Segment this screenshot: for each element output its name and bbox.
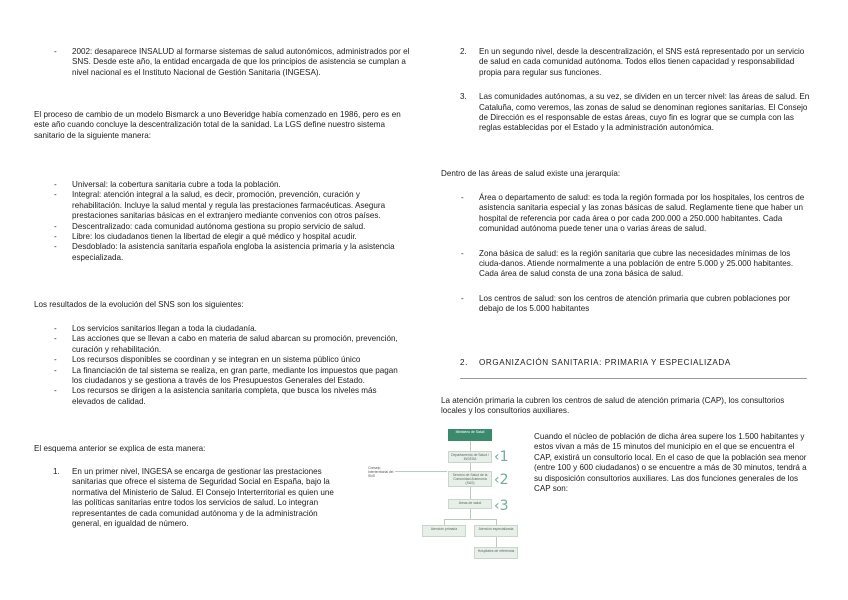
diagram-connector <box>470 463 471 471</box>
level-2-text: En un segundo nivel, desde la descentralización, el SNS está representado por un servicio de salud en cada comunidad autónoma. Todos ellos tienen capacidad y responsabilidad propia para regular sus funciones. <box>479 47 805 77</box>
level-list-left <box>34 467 342 542</box>
diagram-box-level1: Departamento de Salud / INGESA <box>448 451 492 463</box>
results-list <box>34 324 410 407</box>
result-item: - Los servicios sanitarios llegan a toda la ciudadanía. <box>34 324 410 334</box>
paragraph-primary-care: La atención primaria la cubren los centros de salud de atención primaria (CAP), los consultorios locales y los consultorios auxiliares. <box>441 396 785 416</box>
diagram-box-ministry: Ministerio de Salud <box>448 429 492 441</box>
level-marker-2: ‹2 <box>494 472 509 488</box>
lgs-list <box>34 180 410 263</box>
lgs-item-descentralizado: - Descentralizado: cada comunidad autónoma gestiona su propio servicio de salud. <box>34 222 410 232</box>
hierarchy-item-centros: - Los centros de salud: son los centros de atención primaria que cubren poblaciones por debajo de los 5.000 habitantes <box>441 294 813 315</box>
paragraph-scheme: El esquema anterior se explica de esta manera: <box>34 444 206 453</box>
level-1-number: 1. <box>53 467 60 476</box>
lgs-item-universal: - Universal: la cobertura sanitaria cubre a toda la población. <box>34 180 410 190</box>
diagram-box-hospitals: Hospitales de referencia <box>474 547 518 559</box>
paragraph-hierarchy: Dentro de las áreas de salud existe una jerarquía: <box>441 169 621 178</box>
lgs-item-libre: - Libre: los ciudadanos tienen la libertad de elegir a qué médico y hospital acudir. <box>34 232 410 242</box>
level-marker-3: ‹3 <box>494 498 509 514</box>
paragraph-cap: Cuando el núcleo de población de dicha área supere los 1.500 habitantes y estos vivan a más de 15 minutos del municipio en el que se encuentra el CAP, existirá un consultorio local. En el caso de que la población sea menor (entre 100 y 600 ciudadanos) o se encuentre a más de 30 minutos, tendrá a su disposición consultorios auxiliares. Las dos funciones generales de los CAP son: <box>534 432 807 494</box>
diagram-box-specialized: Atención especializada <box>474 525 518 537</box>
intro-bullet: - 2002: desaparece INSALUD al formarse sistemas de salud autonómicos, administrados por el SNS. Desde este año, la entidad encargada de que los principios de asistencia se cumplan a nivel nacional es el Instituto Nacional de Gestión Sanitaria (INGESA). <box>34 47 410 78</box>
diagram-box-level3: Áreas de salud <box>448 499 492 509</box>
level-list-right <box>441 47 813 147</box>
hierarchy-item-area: - Área o departamento de salud: es toda la región formada por los hospitales, los centros de asistencia sanitaria especial y las zonas básicas de salud. Reglamente tiene que haber un hospital de referencia por cada área o por cada 200.000 a 250.000 habitantes. Cada comunidad autónoma puede tener una o varias áreas de salud. <box>441 193 813 235</box>
level-1-text: En un primer nivel, INGESA se encarga de gestionar las prestaciones sanitarias que ofrece el sistema de Seguridad Social en España, bajo la normativa del Ministerio de Salud. El Consejo Interterritorial es quien une las políticas sanitarias entre todos los servicios de salud. Lo integran representantes de cada comunidad autónoma y de la administración general, en igualdad de número. <box>72 467 334 529</box>
diagram-connector <box>496 537 497 547</box>
arrow-left-icon: ‹ <box>494 449 500 465</box>
diagram-connector <box>470 441 471 451</box>
result-item: - Las acciones que se llevan a cabo en materia de salud abarcan su promoción, prevención, curación y rehabilitación. <box>34 334 410 355</box>
level-marker-1: ‹1 <box>494 449 509 465</box>
section-title: ORGANIZACIÓN SANITARIA: PRIMARIA Y ESPECIALIZADA <box>479 358 731 367</box>
diagram-connector <box>470 509 471 519</box>
paragraph-bismarck: El proceso de cambio de un modelo Bismarck a uno Beveridge había comenzado en 1986, pero es en este año cuando concluye la descentralización total de la sanidad. La LGS define nuestro sistema sanitario de la siguiente manera: <box>34 110 401 140</box>
arrow-left-icon: ‹ <box>494 498 500 514</box>
level-3-number: 3. <box>460 92 467 102</box>
result-item: - La financiación de tal sistema se realiza, en gran parte, mediante los impuestos que pagan los ciudadanos y se gestiona a través de los Presupuestos Generales del Estado. <box>34 366 410 387</box>
level-2-item <box>441 47 813 78</box>
level-3-item <box>441 92 813 134</box>
hierarchy-item-zona: - Zona básica de salud: es la región sanitaria que cubre las necesidades mínimas de los ciuda-danos. Atiende normalmente a una población de entre 5.000 y 25.000 habitantes. Cada área de salud consta de una zona básica de salud. <box>441 249 813 280</box>
hierarchy-list <box>441 193 813 315</box>
diagram-side-label: Consejo Interterritorial del SNS <box>368 466 394 478</box>
lgs-item-desdoblado: - Desdoblado: la asistencia sanitaria española engloba la asistencia primaria y la asistencia especializada. <box>34 242 410 263</box>
section-divider <box>460 378 807 379</box>
level-3-text: Las comunidades autónomas, a su vez, se dividen en un tercer nivel: las áreas de salud. En Cataluña, como veremos, las zonas de salud se denominan regiones sanitarias. El Consejo de Dirección es el responsable de estas áreas, cuyo fin es lograr que se cumpla con las reglas establecidas por el Estado y la administración autonómica. <box>479 92 810 133</box>
paragraph-results: Los resultados de la evolución del SNS son los siguientes: <box>34 300 244 309</box>
result-item: - Los recursos disponibles se coordinan y se integran en un sistema público único <box>34 355 410 365</box>
level-2-number: 2. <box>460 47 467 56</box>
lgs-item-integral: - Integral: atención integral a la salud, es decir, promoción, prevención, curación y rehabilitación. Incluye la salud mental y regula las prestaciones farmacéuticas. Asegura prestaciones sanitarias básicas en el extranjero mediante convenios con otros países. <box>34 190 410 221</box>
diagram-box-primary: Atención primaria <box>422 525 466 537</box>
health-system-diagram <box>368 425 520 585</box>
intro-bullet-list <box>34 47 410 78</box>
level-1-item <box>34 467 342 529</box>
diagram-connector <box>470 487 471 499</box>
section-number: 2. <box>460 358 468 367</box>
arrow-left-icon: ‹ <box>494 472 500 488</box>
diagram-connector <box>395 471 447 472</box>
diagram-box-level2: Servicio de Salud de la Comunidad Autónoma (SAS) <box>448 471 492 487</box>
diagram-connector <box>444 519 496 520</box>
result-item: - Los recursos se dirigen a la asistencia sanitaria completa, que busca los niveles más elevados de calidad. <box>34 386 410 407</box>
